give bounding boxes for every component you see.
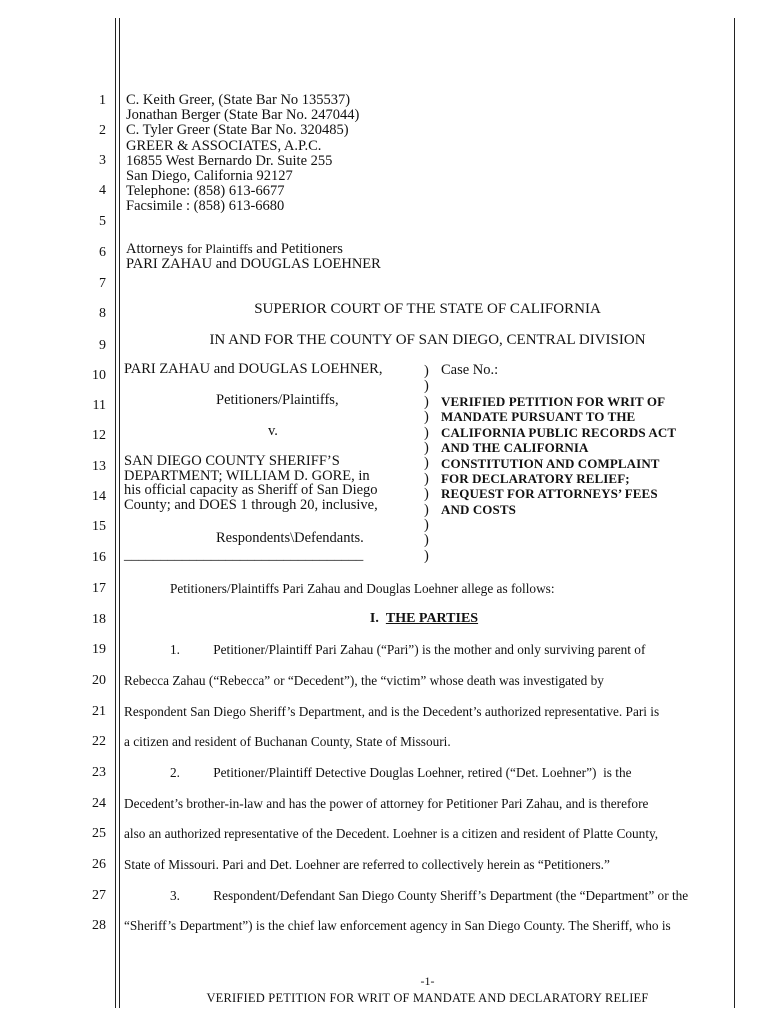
line-number: 8 bbox=[99, 306, 106, 321]
document-title-line: AND COSTS bbox=[441, 501, 516, 517]
caption-defendants bbox=[124, 454, 378, 512]
line-number: 10 bbox=[92, 368, 106, 383]
document-title-line: REQUEST FOR ATTORNEYS’ FEES bbox=[441, 486, 658, 502]
paren: ) bbox=[424, 393, 429, 410]
body-line: 3. Respondent/Defendant San Diego County Sheriff’s Department (the “Department” or the bbox=[170, 888, 689, 903]
line-number: 21 bbox=[92, 704, 106, 719]
line-number: 7 bbox=[99, 276, 106, 291]
line-number: 4 bbox=[99, 183, 106, 198]
line-number: 23 bbox=[92, 765, 106, 780]
firm-address: 16855 West Bernardo Dr. Suite 255 bbox=[126, 152, 333, 169]
attorney-line: C. Tyler Greer (State Bar No. 320485) bbox=[126, 122, 349, 139]
paren: ) bbox=[424, 439, 429, 456]
body-line: 2. Petitioner/Plaintiff Detective Douglas Loehner, retired (“Det. Loehner”) is the bbox=[170, 765, 632, 780]
caption-parentheses bbox=[424, 364, 434, 564]
body-line: Decedent’s brother-in-law and has the power of attorney for Petitioner Pari Zahau, and is therefore bbox=[124, 796, 649, 811]
document-title bbox=[441, 394, 731, 517]
line-number: 13 bbox=[92, 459, 106, 474]
section-heading-text: THE PARTIES bbox=[385, 611, 479, 626]
caption-versus: v. bbox=[268, 423, 278, 439]
attorneys-prefix: Attorneys bbox=[126, 241, 187, 257]
defendant-line: SAN DIEGO COUNTY SHERIFF’S bbox=[124, 453, 340, 469]
body-line: also an authorized representative of the Decedent. Loehner is a citizen and resident of Platte County, bbox=[124, 826, 659, 841]
defendant-line: County; and DOES 1 through 20, inclusive, bbox=[124, 496, 378, 513]
right-margin-rule bbox=[734, 18, 735, 1008]
paren: ) bbox=[424, 486, 429, 503]
line-number: 20 bbox=[92, 673, 106, 688]
caption-underline: _________________________________ bbox=[124, 547, 364, 563]
body-line: Respondent San Diego Sheriff’s Department, and is the Decedent’s authorized representative. Pari is bbox=[124, 704, 660, 719]
attorney-line: C. Keith Greer, (State Bar No 135537) bbox=[126, 92, 351, 108]
paren: ) bbox=[424, 532, 429, 549]
caption-plaintiffs: PARI ZAHAU and DOUGLAS LOEHNER, bbox=[124, 361, 383, 377]
document-title-line: MANDATE PURSUANT TO THE bbox=[441, 409, 636, 425]
paren: ) bbox=[424, 501, 429, 518]
line-number: 24 bbox=[92, 796, 106, 811]
court-county: IN AND FOR THE COUNTY OF SAN DIEGO, CENTRAL DIVISION bbox=[209, 332, 646, 348]
firm-city: San Diego, California 92127 bbox=[126, 168, 293, 185]
document-title-line: CONSTITUTION AND COMPLAINT bbox=[441, 455, 660, 471]
paren: ) bbox=[424, 470, 429, 487]
section-heading bbox=[124, 611, 724, 627]
attorney-header bbox=[126, 93, 426, 215]
body-line: Rebecca Zahau (“Rebecca” or “Decedent”), the “victim” whose death was investigated by bbox=[124, 673, 604, 688]
line-number: 12 bbox=[92, 428, 106, 443]
line-number: 6 bbox=[99, 245, 106, 260]
line-number: 5 bbox=[99, 214, 106, 229]
document-title-line: AND THE CALIFORNIA bbox=[441, 440, 589, 456]
firm-name: GREER & ASSOCIATES, A.P.C. bbox=[126, 137, 322, 154]
line-number: 28 bbox=[92, 918, 106, 933]
left-margin-rule-outer bbox=[115, 18, 116, 1008]
page-number: -1- bbox=[420, 974, 435, 988]
defendant-line: his official capacity as Sheriff of San Diego bbox=[124, 482, 378, 499]
body-line: 1. Petitioner/Plaintiff Pari Zahau (“Pari”) is the mother and only surviving parent of bbox=[170, 642, 646, 657]
attorneys-for-block bbox=[126, 241, 446, 272]
line-number: 14 bbox=[92, 489, 106, 504]
line-number: 25 bbox=[92, 826, 106, 841]
paren: ) bbox=[424, 363, 429, 379]
line-number: 11 bbox=[92, 398, 106, 413]
line-number: 22 bbox=[92, 734, 106, 749]
line-number: 9 bbox=[99, 338, 106, 353]
court-name: SUPERIOR COURT OF THE STATE OF CALIFORNIA bbox=[254, 301, 601, 317]
paren: ) bbox=[424, 516, 429, 533]
firm-telephone: Telephone: (858) 613-6677 bbox=[126, 183, 285, 200]
paren: ) bbox=[424, 409, 429, 426]
left-margin-rule-inner bbox=[119, 18, 120, 1008]
paren: ) bbox=[424, 378, 429, 395]
firm-facsimile: Facsimile : (858) 613-6680 bbox=[126, 198, 285, 215]
body-line: “Sheriff’s Department”) is the chief law enforcement agency in San Diego County. The Sheriff, who is bbox=[124, 918, 671, 933]
body-line: a citizen and resident of Buchanan County, State of Missouri. bbox=[124, 734, 451, 749]
attorney-line: Jonathan Berger (State Bar No. 247044) bbox=[126, 107, 360, 124]
intro-paragraph: Petitioners/Plaintiffs Pari Zahau and Douglas Loehner allege as follows: bbox=[170, 581, 555, 596]
line-number: 17 bbox=[92, 581, 106, 596]
document-title-line: FOR DECLARATORY RELIEF; bbox=[441, 471, 630, 487]
document-title-line: CALIFORNIA PUBLIC RECORDS ACT bbox=[441, 424, 677, 440]
line-number: 16 bbox=[92, 550, 106, 565]
line-number: 15 bbox=[92, 519, 106, 534]
line-number: 18 bbox=[92, 612, 106, 627]
line-number: 3 bbox=[99, 153, 106, 168]
document-title-line: VERIFIED PETITION FOR WRIT OF bbox=[441, 394, 666, 409]
attorneys-for-small: for Plaintiffs bbox=[186, 241, 253, 256]
line-number: 1 bbox=[99, 93, 106, 108]
line-number: 2 bbox=[99, 123, 106, 138]
case-number-label: Case No.: bbox=[441, 362, 499, 378]
client-names: PARI ZAHAU and DOUGLAS LOEHNER bbox=[126, 256, 381, 272]
defendant-line: DEPARTMENT; WILLIAM D. GORE, in bbox=[124, 467, 370, 484]
section-heading-number: I. bbox=[369, 611, 379, 626]
line-number: 27 bbox=[92, 888, 106, 903]
caption-plaintiffs-role: Petitioners/Plaintiffs, bbox=[216, 392, 339, 408]
caption-defendants-role: Respondents\Defendants. bbox=[216, 530, 364, 546]
paren: ) bbox=[424, 455, 429, 472]
footer-title: VERIFIED PETITION FOR WRIT OF MANDATE AND DECLARATORY RELIEF bbox=[206, 991, 649, 1005]
attorneys-for-line bbox=[126, 241, 446, 257]
paren: ) bbox=[424, 547, 429, 564]
attorneys-suffix: and Petitioners bbox=[252, 241, 343, 257]
paren: ) bbox=[424, 424, 429, 441]
body-line: State of Missouri. Pari and Det. Loehner are referred to collectively herein as “Petitioners.” bbox=[124, 857, 610, 872]
line-number: 19 bbox=[92, 642, 106, 657]
line-number: 26 bbox=[92, 857, 106, 872]
